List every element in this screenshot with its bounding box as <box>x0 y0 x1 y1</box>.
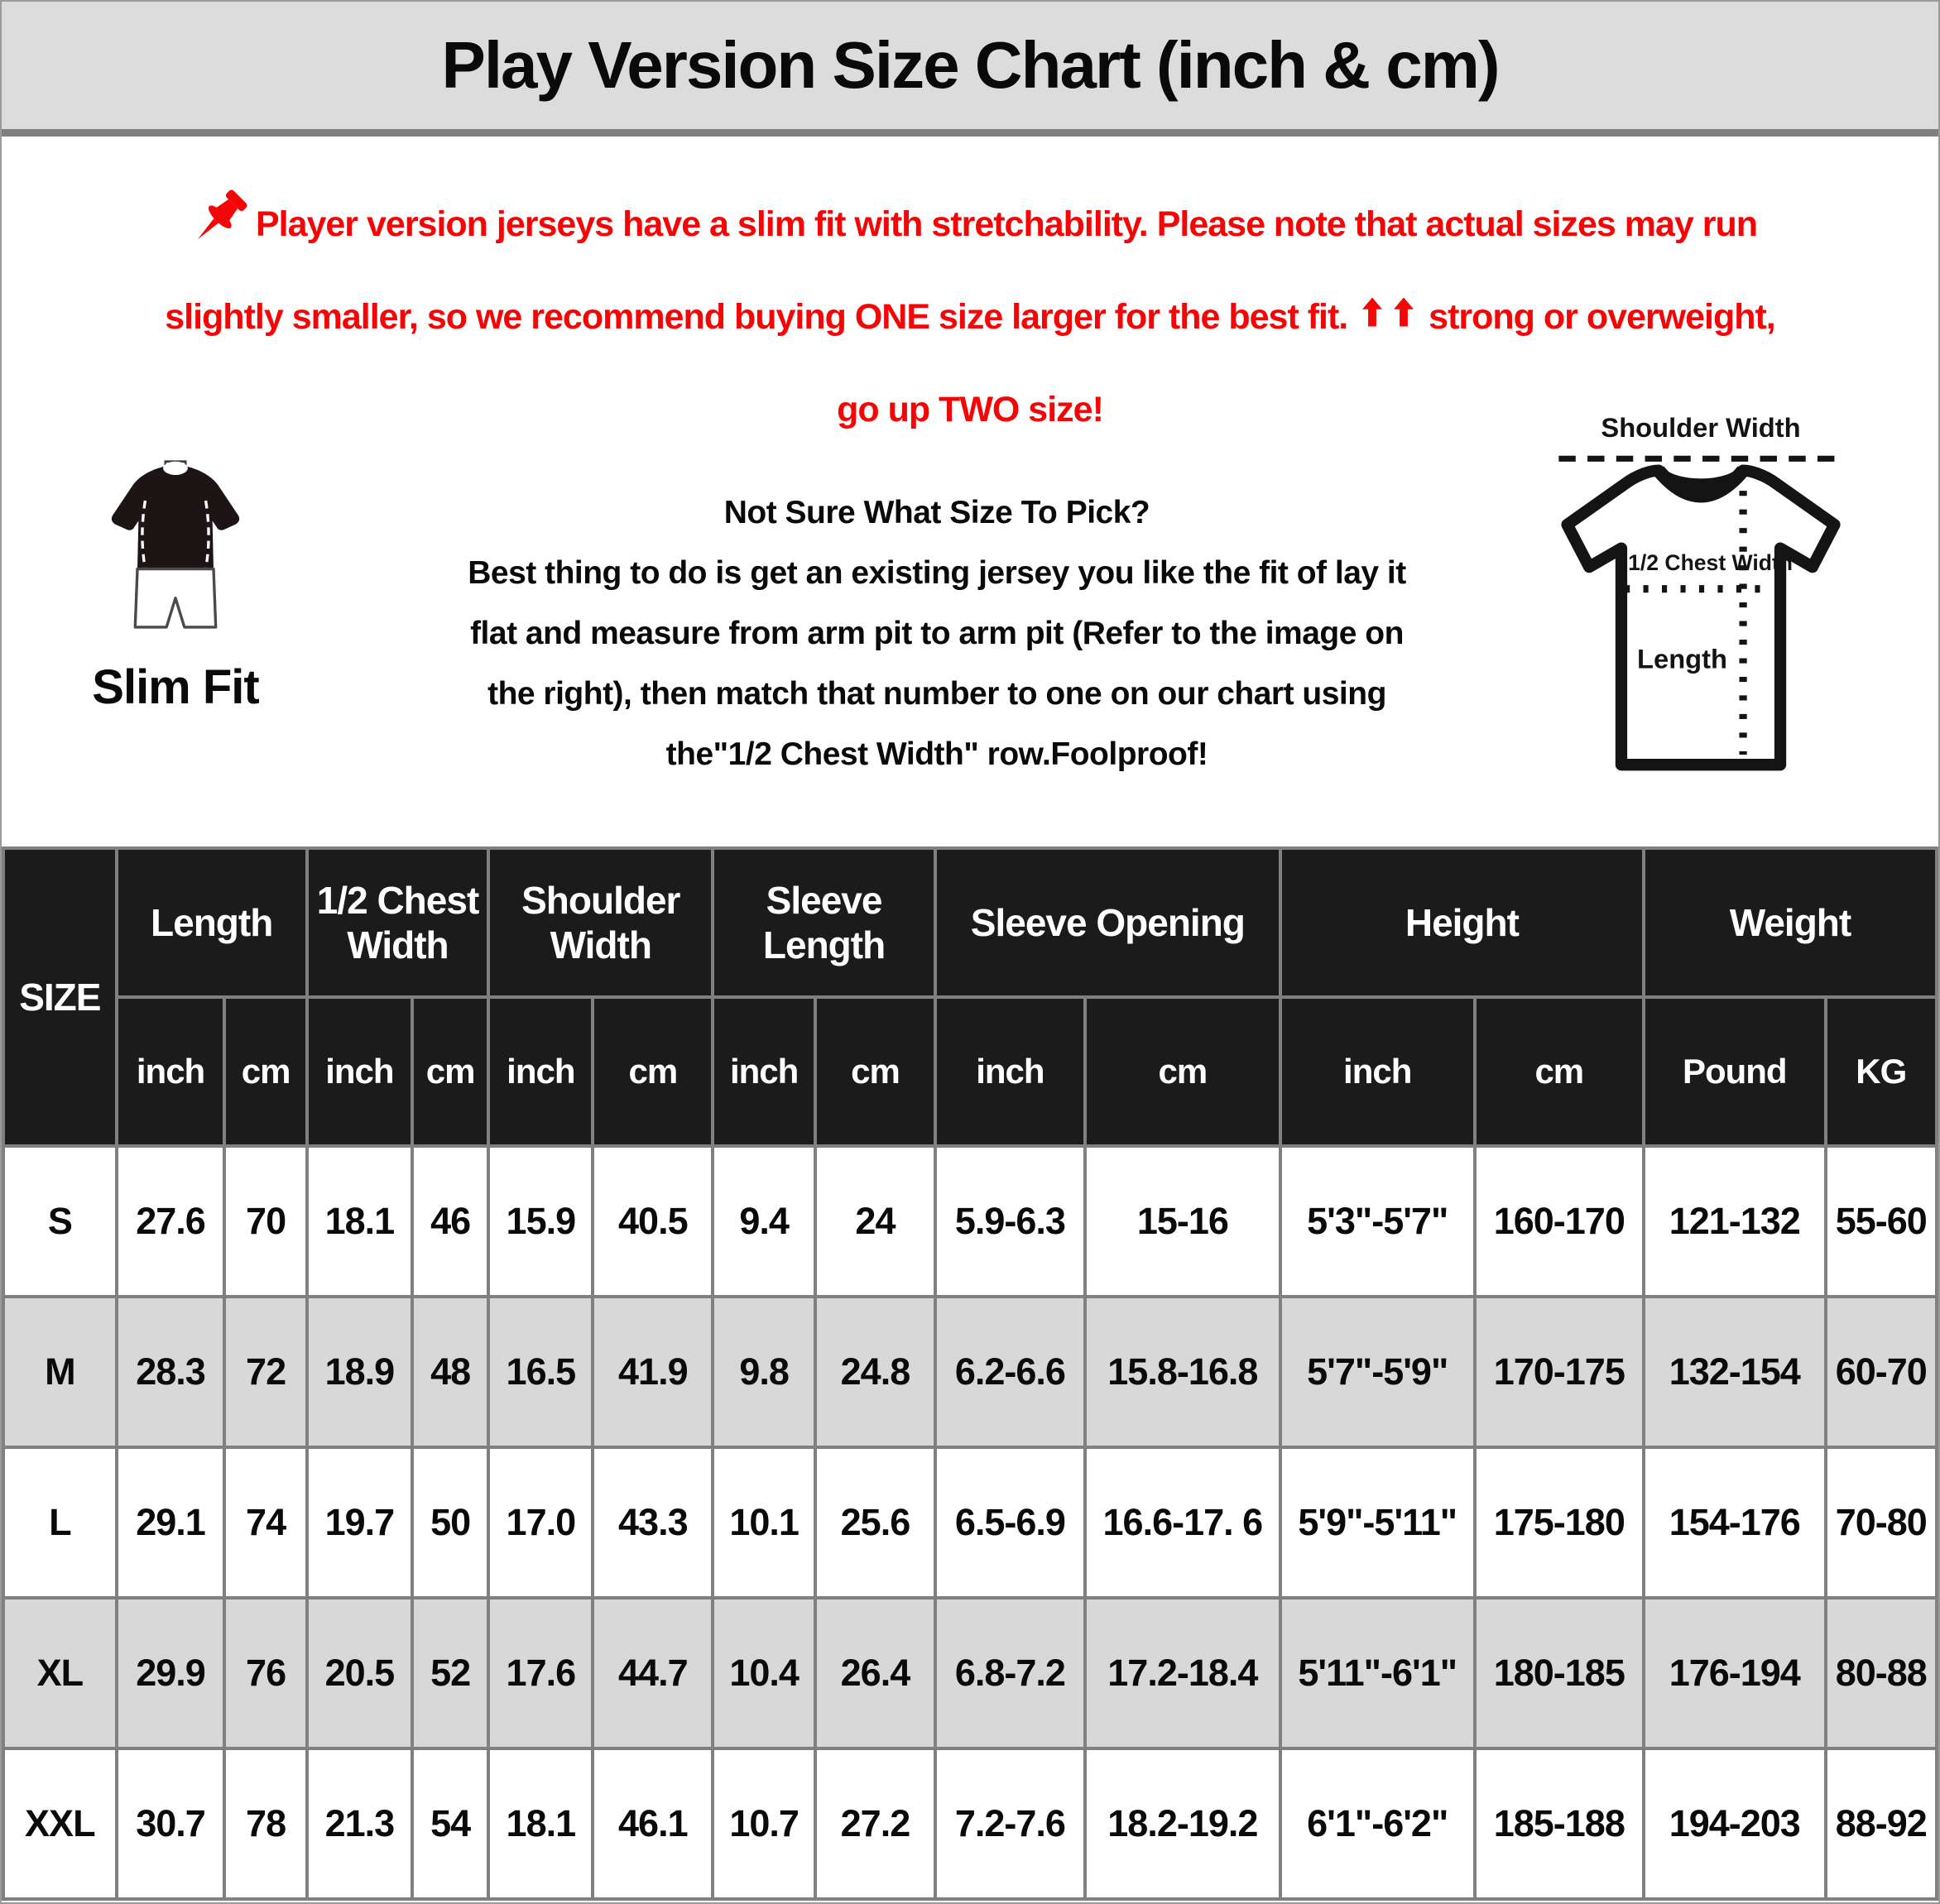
table-cell: 30.7 <box>117 1748 225 1899</box>
table-cell: 194-203 <box>1644 1748 1826 1899</box>
table-group-header: Sleeve Length <box>713 848 935 997</box>
table-cell: 20.5 <box>307 1598 412 1748</box>
table-group-header: 1/2 Chest Width <box>307 848 489 997</box>
chest-width-label: 1/2 Chest Width <box>1628 550 1794 576</box>
up-arrow-icon <box>1362 290 1382 333</box>
table-cell: 176-194 <box>1644 1598 1826 1748</box>
table-row <box>3 1748 1937 1899</box>
table-cell: 18.2-19.2 <box>1085 1748 1280 1899</box>
table-cell: 5'9"-5'11" <box>1280 1447 1475 1598</box>
table-cell: 50 <box>412 1447 488 1598</box>
size-cell: XXL <box>3 1748 117 1899</box>
note-line-1 <box>2 178 1938 271</box>
unit-header: cm <box>1475 997 1644 1146</box>
table-row <box>3 1598 1937 1748</box>
table-cell: 170-175 <box>1475 1297 1644 1447</box>
table-cell: 15.9 <box>488 1146 593 1297</box>
table-row <box>3 1447 1937 1598</box>
size-cell: S <box>3 1146 117 1297</box>
unit-header: inch <box>1280 997 1475 1146</box>
unit-header: cm <box>815 997 935 1146</box>
table-cell: 17.2-18.4 <box>1085 1598 1280 1748</box>
middle-section <box>2 411 1938 846</box>
table-row <box>3 1146 1937 1297</box>
table-group-header: Shoulder Width <box>488 848 713 997</box>
table-cell: 18.9 <box>307 1297 412 1447</box>
up-arrow-icon <box>1394 290 1414 333</box>
table-cell: 40.5 <box>593 1146 713 1297</box>
table-cell: 121-132 <box>1644 1146 1826 1297</box>
note-text-1: Player version jerseys have a slim fit with stretchability. Please note that actual sizes may run <box>255 204 1758 244</box>
note-text-2a: slightly smaller, so we recommend buying ONE size larger for the best fit. <box>165 297 1348 337</box>
table-cell: 21.3 <box>307 1748 412 1899</box>
note-line-2 <box>2 271 1938 363</box>
guide-line: the"1/2 Chest Width" row.Foolproof! <box>665 736 1208 772</box>
unit-header: cm <box>1085 997 1280 1146</box>
table-cell: 41.9 <box>593 1297 713 1447</box>
tshirt-diagram <box>1506 406 1895 829</box>
table-group-header: Length <box>117 848 307 997</box>
table-cell: 46 <box>412 1146 488 1297</box>
table-cell: 54 <box>412 1748 488 1899</box>
table-cell: 185-188 <box>1475 1748 1644 1899</box>
table-cell: 132-154 <box>1644 1297 1826 1447</box>
table-cell: 180-185 <box>1475 1598 1644 1748</box>
table-cell: 7.2-7.6 <box>935 1748 1085 1899</box>
table-cell: 24.8 <box>815 1297 935 1447</box>
table-cell: 17.0 <box>488 1447 593 1598</box>
table-cell: 16.5 <box>488 1297 593 1447</box>
table-cell: 88-92 <box>1826 1748 1937 1899</box>
note-text-2b: strong or overweight, <box>1429 297 1775 337</box>
table-cell: 5.9-6.3 <box>935 1146 1085 1297</box>
table-cell: 18.1 <box>488 1748 593 1899</box>
table-cell: 6'1"-6'2" <box>1280 1748 1475 1899</box>
table-cell: 160-170 <box>1475 1146 1644 1297</box>
table-cell: 15-16 <box>1085 1146 1280 1297</box>
slim-fit-illustration <box>80 459 271 636</box>
table-cell: 15.8-16.8 <box>1085 1297 1280 1447</box>
table-header-size: SIZE <box>3 848 117 1146</box>
table-cell: 175-180 <box>1475 1447 1644 1598</box>
unit-header: inch <box>713 997 815 1146</box>
unit-header: inch <box>488 997 593 1146</box>
unit-header: Pound <box>1644 997 1826 1146</box>
unit-header: inch <box>117 997 225 1146</box>
guide-line: Best thing to do is get an existing jersey you like the fit of lay it <box>468 555 1406 591</box>
table-cell: 28.3 <box>117 1297 225 1447</box>
slim-fit-figure <box>51 459 300 715</box>
table-cell: 10.4 <box>713 1598 815 1748</box>
table-cell: 19.7 <box>307 1447 412 1598</box>
table-group-header: Weight <box>1644 848 1937 997</box>
table-cell: 74 <box>224 1447 306 1598</box>
table-unit-header-row <box>3 997 1937 1146</box>
table-cell: 72 <box>224 1297 306 1447</box>
table-cell: 6.5-6.9 <box>935 1447 1085 1598</box>
table-cell: 29.9 <box>117 1598 225 1748</box>
tshirt-illustration <box>1506 406 1895 829</box>
table-cell: 6.8-7.2 <box>935 1598 1085 1748</box>
table-cell: 76 <box>224 1598 306 1748</box>
table-cell: 24 <box>815 1146 935 1297</box>
table-cell: 9.8 <box>713 1297 815 1447</box>
table-cell: 27.6 <box>117 1146 225 1297</box>
size-cell: XL <box>3 1598 117 1748</box>
table-cell: 46.1 <box>593 1748 713 1899</box>
size-cell: L <box>3 1447 117 1598</box>
table-cell: 60-70 <box>1826 1297 1937 1447</box>
table-cell: 25.6 <box>815 1447 935 1598</box>
table-cell: 6.2-6.6 <box>935 1297 1085 1447</box>
table-row <box>3 1297 1937 1447</box>
table-cell: 43.3 <box>593 1447 713 1598</box>
table-group-header: Height <box>1280 848 1644 997</box>
title-bar <box>2 2 1938 137</box>
guide-line: the right), then match that number to one on our chart using <box>487 676 1386 712</box>
table-cell: 17.6 <box>488 1598 593 1748</box>
size-cell: M <box>3 1297 117 1447</box>
unit-header: cm <box>224 997 306 1146</box>
table-cell: 154-176 <box>1644 1447 1826 1598</box>
table-cell: 26.4 <box>815 1598 935 1748</box>
table-cell: 78 <box>224 1748 306 1899</box>
table-cell: 29.1 <box>117 1447 225 1598</box>
shoulder-width-label: Shoulder Width <box>1601 411 1801 443</box>
unit-header: inch <box>307 997 412 1146</box>
table-cell: 16.6-17. 6 <box>1085 1447 1280 1598</box>
note-text-3: go up TWO size! <box>837 390 1103 429</box>
table-cell: 80-88 <box>1826 1598 1937 1748</box>
table-cell: 70 <box>224 1146 306 1297</box>
length-label: Length <box>1637 643 1727 674</box>
table-cell: 55-60 <box>1826 1146 1937 1297</box>
table-cell: 44.7 <box>593 1598 713 1748</box>
unit-header: inch <box>935 997 1085 1146</box>
table-cell: 18.1 <box>307 1146 412 1297</box>
table-cell: 5'11"-6'1" <box>1280 1598 1475 1748</box>
table-cell: 5'3"-5'7" <box>1280 1146 1475 1297</box>
table-cell: 5'7"-5'9" <box>1280 1297 1475 1447</box>
table-group-header: Sleeve Opening <box>935 848 1280 997</box>
unit-header: KG <box>1826 997 1937 1146</box>
table-cell: 10.1 <box>713 1447 815 1598</box>
table-cell: 27.2 <box>815 1748 935 1899</box>
unit-header: cm <box>593 997 713 1146</box>
table-cell: 52 <box>412 1598 488 1748</box>
unit-header: cm <box>412 997 488 1146</box>
size-table <box>2 846 1938 1901</box>
table-group-header-row <box>3 848 1937 997</box>
table-cell: 70-80 <box>1826 1447 1937 1598</box>
table-cell: 9.4 <box>713 1146 815 1297</box>
table-cell: 48 <box>412 1297 488 1447</box>
page-title: Play Version Size Chart (inch & cm) <box>441 28 1499 102</box>
size-guide-text <box>374 482 1500 784</box>
table-cell: 10.7 <box>713 1748 815 1899</box>
guide-heading: Not Sure What Size To Pick? <box>723 495 1150 530</box>
slim-fit-label: Slim Fit <box>92 659 259 714</box>
pushpin-icon <box>183 185 252 254</box>
guide-line: flat and measure from arm pit to arm pit (Refer to the image on <box>470 616 1404 651</box>
